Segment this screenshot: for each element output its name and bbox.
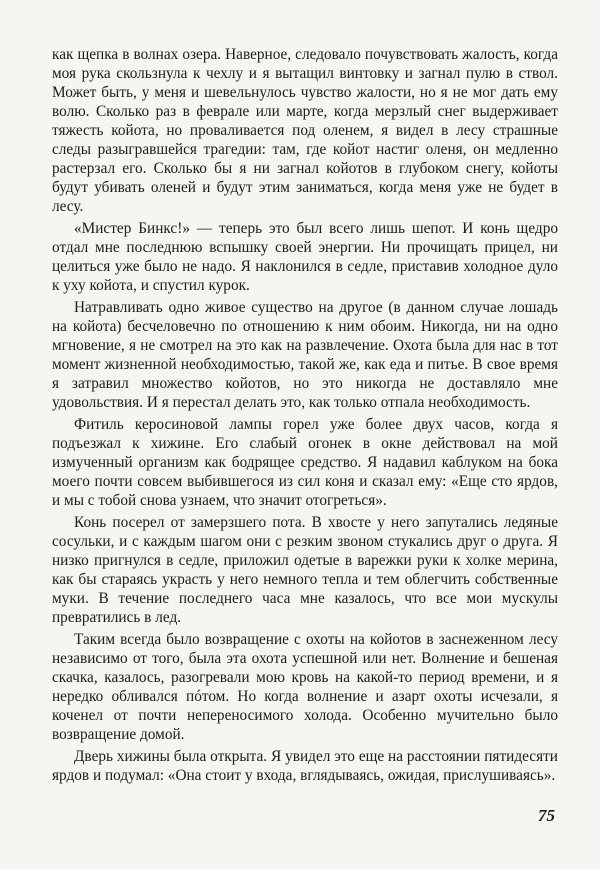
- paragraph: Дверь хижины была открыта. Я увидел это еще на расстоянии пятидесяти ярдов и подумал: «Она стоит у входа, вглядываясь, ожидая, прислушиваясь».: [52, 748, 558, 784]
- paragraph: Конь посерел от замерзшего пота. В хвосте у него запутались ледяные сосульки, и с каждым шагом они с резким звоном стукались друг о друга. Я низко пригнулся в седле, приложил одетые в варежки руки к холке мерина, как бы стараясь украсть у него немного тепла и тем облегчить собственные муки. В течение последнего часа мне казалось, что все мои мускулы превратились в лед.: [52, 514, 558, 626]
- paragraph: Таким всегда было возвращение с охоты на койотов в заснеженном лесу независимо от того, была эта охота успешной или нет. Волнение и бешеная скачка, казалось, разогревали мою кровь на какой-то период времени, и я нередко обливался пóтом. Но когда волнение и азарт охоты исчезали, я коченел от почти непереносимого холода. Особенно мучительно было возвращение домой.: [52, 631, 558, 743]
- paragraph: как щепка в волнах озера. Наверное, следовало почувствовать жалость, когда моя рука скользнула к чехлу и я вытащил винтовку и загнал пулю в ствол. Может быть, у меня и шевельнулось чувство жалости, но я не мог дать ему волю. Сколько раз в феврале или марте, когда мерзлый снег выдерживает тяжесть койота, но проваливается под оленем, я видел в лесу страшные следы разыгравшейся трагедии: там, где койот настиг оленя, он медленно растерзал его. Сколько бы я ни загнал койотов в глубоком снегу, койоты будут убивать оленей и будут этим заниматься, когда меня уже не будет в лесу.: [52, 46, 558, 215]
- paragraph: Натравливать одно живое существо на другое (в данном случае лошадь на койота) бесчеловечно по отношению к ним обоим. Никогда, ни на одно мгновение, я не смотрел на это как на развлечение. Охота была для нас в тот момент жизненной необходимостью, такой же, как еда и питье. В свое время я затравил множество койотов, но это никогда не доставляло мне удовольствия. И я перестал делать это, как только отпала необходимость.: [52, 299, 558, 411]
- paragraph: Фитиль керосиновой лампы горел уже более двух часов, когда я подъезжал к хижине. Его слабый огонек в окне действовал на мой измученный организм как бодрящее средство. Я надавил каблуком на бока моего почти совсем выбившегося из сил коня и сказал ему: «Еще сто ярдов, и мы с тобой снова узнаем, что значит отогреться».: [52, 416, 558, 509]
- page-number: 75: [538, 806, 555, 825]
- paragraph: «Мистер Бинкс!» — теперь это был всего лишь шепот. И конь щедро отдал мне последнюю вспышку своей энергии. Ни прочищать прицел, ни целиться уже было не надо. Я наклонился в седле, приставив холодное дуло к уху койота, и спустил курок.: [52, 220, 558, 294]
- body-text: [52, 45, 558, 785]
